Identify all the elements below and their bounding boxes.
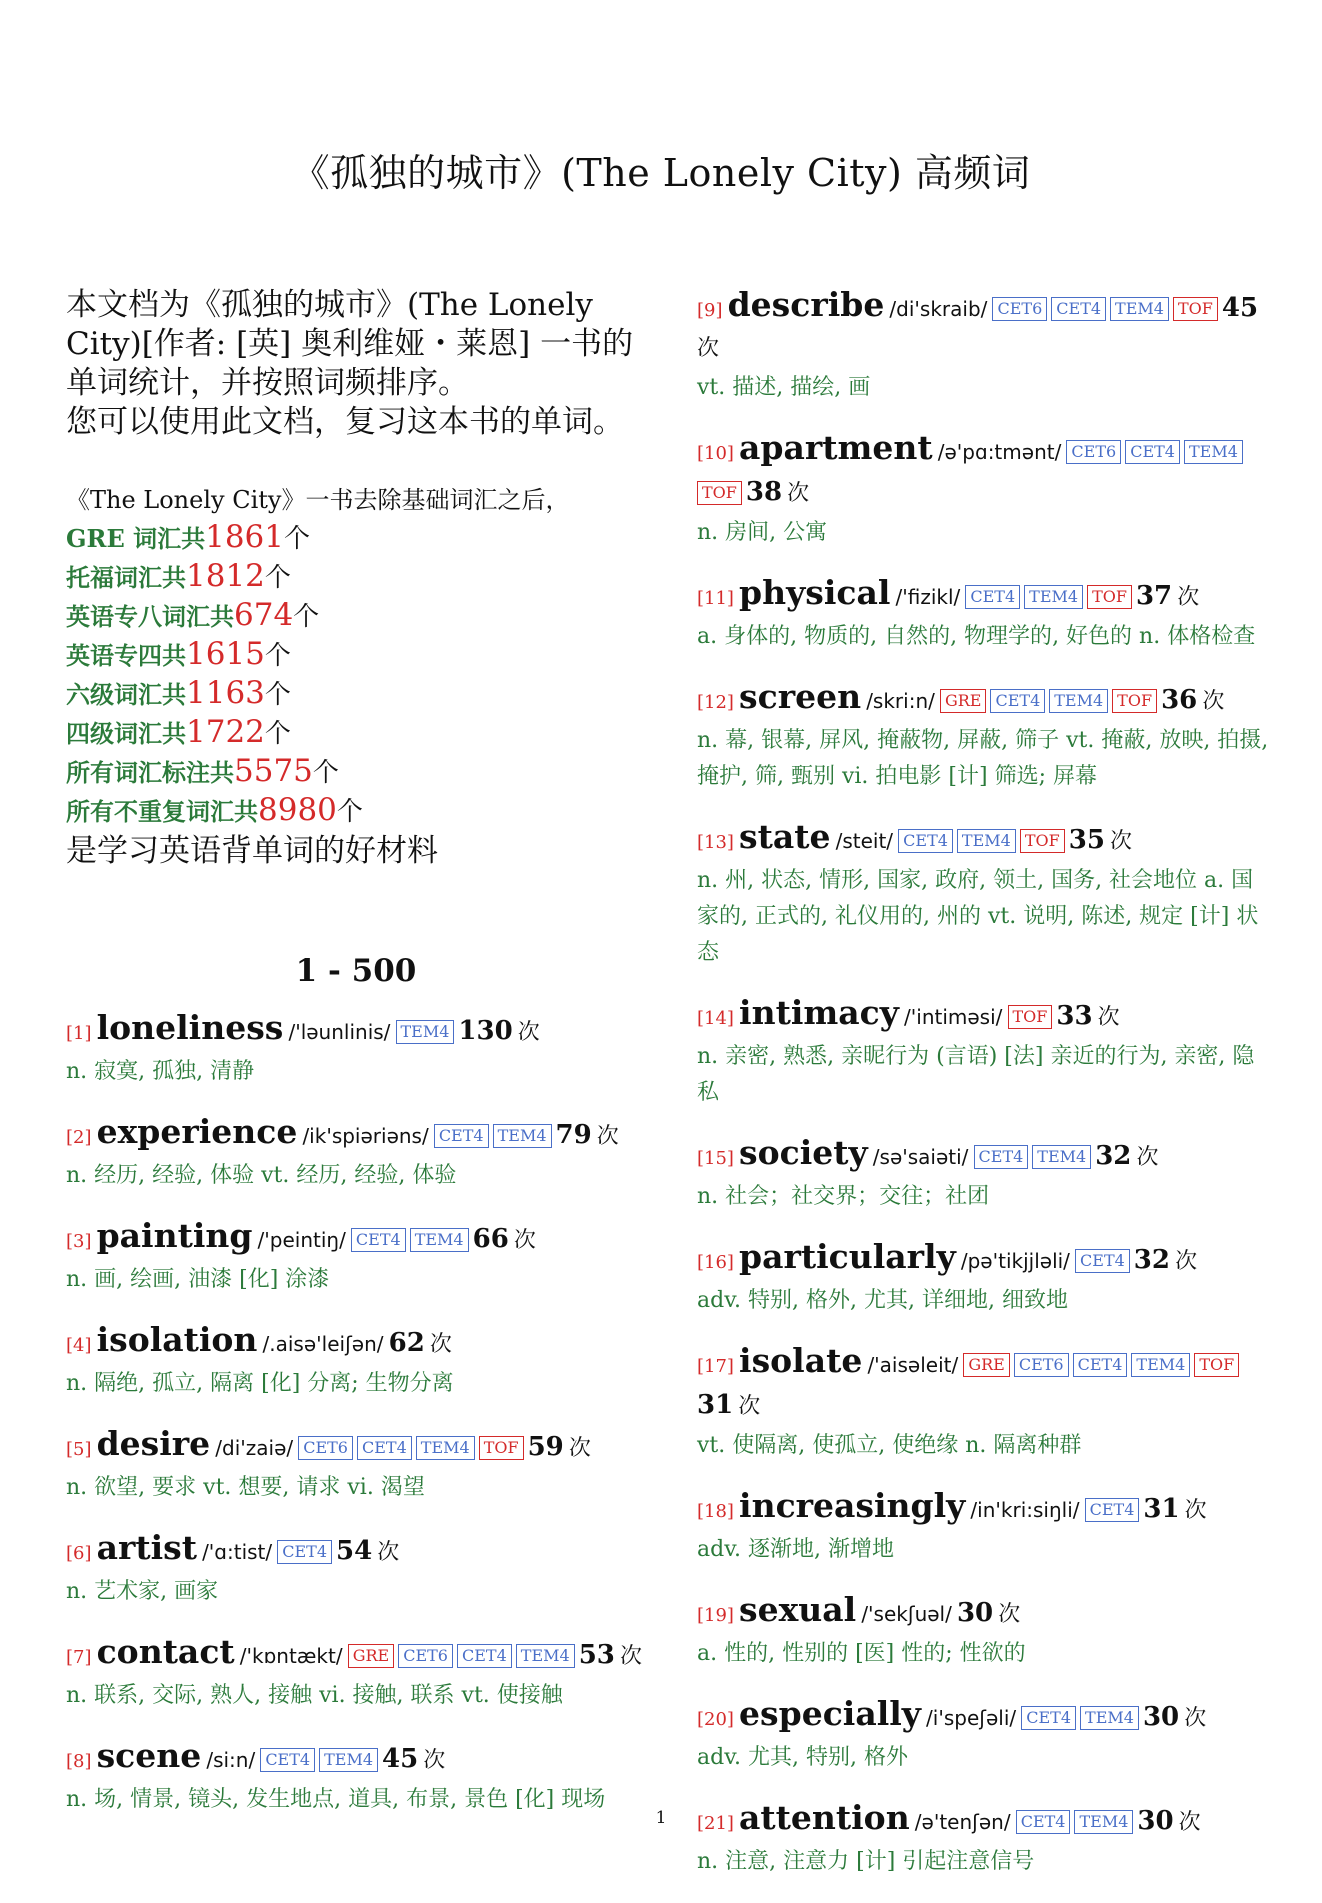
frequency-count: 32 — [1133, 1245, 1170, 1275]
word-entry-head — [697, 994, 1272, 1038]
stats-tagline: 是学习英语背单词的好材料 — [66, 833, 438, 869]
exam-tag-badge: TEM4 — [493, 1124, 552, 1148]
headword: isolation — [96, 1320, 258, 1359]
word-entry — [66, 1113, 646, 1194]
stat-label: GRE 词汇共 — [66, 524, 206, 553]
count-suffix: 次 — [429, 1332, 452, 1357]
frequency-count: 36 — [1161, 685, 1198, 715]
definition: n. 社会；社交界；交往；社团 — [697, 1184, 990, 1209]
word-entry-head — [697, 678, 1272, 722]
count-suffix: 次 — [377, 1540, 400, 1565]
exam-tag-badge: CET4 — [260, 1748, 315, 1772]
word-list-right — [697, 286, 1272, 1880]
headword: painting — [96, 1216, 253, 1255]
phonetic: /i'speʃəli/ — [926, 1706, 1017, 1730]
exam-tag-badge: TEM4 — [410, 1228, 469, 1252]
stat-label: 英语专四共 — [66, 641, 186, 670]
word-entry — [697, 818, 1272, 971]
exam-tag-badge: TEM4 — [416, 1436, 475, 1460]
phonetic: /sə'saiəti/ — [872, 1145, 969, 1169]
exam-tag-badge: GRE — [940, 689, 987, 713]
intro-paragraph — [66, 286, 646, 442]
headword: experience — [96, 1112, 298, 1151]
frequency-count: 79 — [555, 1120, 592, 1150]
definition: n. 艺术家, 画家 — [66, 1579, 219, 1604]
entry-index: [19] — [697, 1605, 734, 1626]
count-suffix: 次 — [1202, 689, 1225, 714]
word-entry-head — [697, 429, 1272, 514]
count-suffix: 次 — [697, 336, 720, 361]
stats-list — [66, 519, 646, 831]
entry-index: [16] — [697, 1252, 734, 1273]
stat-unit: 个 — [312, 758, 339, 788]
headword: contact — [96, 1632, 235, 1671]
count-suffix: 次 — [1110, 829, 1133, 854]
stat-label: 英语专八词汇共 — [66, 602, 234, 631]
phonetic: /skri:n/ — [866, 689, 935, 713]
exam-tag-badge: TOF — [1087, 585, 1132, 609]
phonetic: /di'skraib/ — [889, 297, 988, 321]
count-suffix: 次 — [619, 1644, 642, 1669]
word-entry — [697, 1695, 1272, 1776]
word-entry-head — [697, 1134, 1272, 1178]
stat-value: 1615 — [186, 636, 265, 672]
stat-value: 1722 — [186, 714, 265, 750]
count-suffix: 次 — [998, 1602, 1021, 1627]
word-entry — [697, 1134, 1272, 1215]
exam-tag-badge: CET6 — [298, 1436, 353, 1460]
phonetic: /ə'tenʃən/ — [914, 1810, 1011, 1834]
count-suffix: 次 — [1184, 1498, 1207, 1523]
stat-row — [66, 753, 646, 792]
phonetic: /'peintiŋ/ — [257, 1228, 346, 1252]
word-entry-head — [66, 1425, 646, 1469]
exam-tag-badge: TEM4 — [1049, 689, 1108, 713]
frequency-count: 31 — [697, 1390, 734, 1420]
word-entry — [697, 994, 1272, 1111]
page-number: 1 — [655, 1808, 667, 1828]
headword: isolate — [739, 1341, 863, 1380]
exam-tag-badge: CET4 — [1016, 1810, 1071, 1834]
phonetic: /.aisə'leiʃən/ — [262, 1332, 384, 1356]
frequency-count: 37 — [1135, 581, 1173, 611]
exam-tag-badge: TEM4 — [1131, 1353, 1190, 1377]
exam-tag-badge: CET4 — [1125, 440, 1180, 464]
definition: vt. 描述, 描绘, 画 — [697, 375, 871, 400]
section-heading: 1 - 500 — [295, 953, 417, 989]
word-entry-head — [66, 1633, 646, 1677]
phonetic: /si:n/ — [206, 1748, 256, 1772]
headword: scene — [96, 1736, 202, 1775]
frequency-count: 59 — [527, 1432, 564, 1462]
word-entry-head — [697, 1487, 1272, 1531]
stat-unit: 个 — [264, 719, 291, 749]
exam-tag-badge: CET4 — [1075, 1249, 1130, 1273]
definition: n. 场, 情景, 镜头, 发生地点, 道具, 布景, 景色 [化] 现场 — [66, 1787, 606, 1812]
exam-tag-badge: CET4 — [351, 1228, 406, 1252]
phonetic: /di'zaiə/ — [215, 1436, 294, 1460]
frequency-count: 30 — [956, 1598, 994, 1628]
word-entry — [697, 429, 1272, 551]
phonetic: /steit/ — [835, 829, 894, 853]
phonetic: /'sekʃuəl/ — [861, 1602, 952, 1626]
word-entry-head — [66, 1009, 646, 1053]
stat-row — [66, 597, 646, 636]
definition: a. 身体的, 物质的, 自然的, 物理学的, 好色的 n. 体格检查 — [697, 624, 1256, 649]
stat-unit: 个 — [284, 524, 311, 554]
stat-unit: 个 — [264, 563, 291, 593]
stat-value: 1163 — [186, 675, 265, 711]
word-entry — [697, 1238, 1272, 1319]
intro-line-2: 您可以使用此文档，复习这本书的单词。 — [66, 404, 624, 440]
definition: a. 性的, 性别的 [医] 性的; 性欲的 — [697, 1641, 1026, 1666]
exam-tag-badge: TOF — [1112, 689, 1157, 713]
entry-index: [15] — [697, 1148, 734, 1169]
stats-lead: 《The Lonely City》一书去除基础词汇之后， — [66, 486, 570, 514]
stat-unit: 个 — [264, 641, 291, 671]
exam-tag-badge: CET4 — [974, 1145, 1029, 1169]
frequency-count: 38 — [745, 477, 783, 507]
left-column — [66, 286, 646, 1841]
definition: n. 隔绝, 孤立, 隔离 [化] 分离; 生物分离 — [66, 1371, 454, 1396]
stat-label: 六级词汇共 — [66, 680, 186, 709]
entry-index: [21] — [697, 1813, 734, 1834]
exam-tag-badge: CET4 — [1021, 1706, 1076, 1730]
exam-tag-badge: CET4 — [1073, 1353, 1128, 1377]
word-entry — [66, 1633, 646, 1714]
headword: screen — [739, 677, 862, 716]
definition: adv. 尤其, 特别, 格外 — [697, 1745, 908, 1770]
headword: artist — [96, 1528, 197, 1567]
headword: state — [739, 817, 831, 856]
exam-tag-badge: TOF — [1008, 1005, 1053, 1029]
right-column — [697, 286, 1272, 1903]
count-suffix: 次 — [596, 1124, 619, 1149]
frequency-count: 53 — [578, 1640, 615, 1670]
entry-index: [13] — [697, 832, 734, 853]
entry-index: [4] — [66, 1335, 92, 1356]
stat-row — [66, 636, 646, 675]
exam-tag-badge: CET4 — [898, 829, 953, 853]
phonetic: /ik'spiəriəns/ — [302, 1124, 429, 1148]
exam-tag-badge: TOF — [1173, 297, 1218, 321]
phonetic: /'kɒntækt/ — [239, 1644, 343, 1668]
word-entry-head — [66, 1529, 646, 1573]
headword: describe — [727, 285, 885, 324]
count-suffix: 次 — [517, 1020, 540, 1045]
exam-tag-badge: TEM4 — [1074, 1810, 1133, 1834]
stat-row — [66, 558, 646, 597]
word-entry-head — [66, 1321, 646, 1365]
word-list-left — [66, 1009, 646, 1818]
count-suffix: 次 — [787, 481, 810, 506]
entry-index: [12] — [697, 692, 734, 713]
word-entry — [66, 1737, 646, 1818]
word-entry — [697, 678, 1272, 795]
count-suffix: 次 — [1136, 1145, 1159, 1170]
definition: n. 亲密, 熟悉, 亲昵行为 (言语) [法] 亲近的行为, 亲密, 隐私 — [697, 1044, 1255, 1105]
exam-tag-badge: TOF — [1194, 1353, 1239, 1377]
count-suffix: 次 — [1097, 1005, 1120, 1030]
exam-tag-badge: CET4 — [1051, 297, 1106, 321]
exam-tag-badge: TEM4 — [1032, 1145, 1091, 1169]
entry-index: [10] — [697, 443, 734, 464]
word-entry-head — [66, 1217, 646, 1261]
definition: vt. 使隔离, 使孤立, 使绝缘 n. 隔离种群 — [697, 1433, 1082, 1458]
phonetic: /in'kri:siŋli/ — [970, 1498, 1080, 1522]
definition: n. 州, 状态, 情形, 国家, 政府, 领土, 国务, 社会地位 a. 国家的, 正式的, 礼仪用的, 州的 vt. 说明, 陈述, 规定 [计] 状态 — [697, 868, 1259, 965]
exam-tag-badge: CET4 — [990, 689, 1045, 713]
headword: sexual — [739, 1590, 857, 1629]
exam-tag-badge: CET4 — [357, 1436, 412, 1460]
stat-row — [66, 675, 646, 714]
headword: society — [739, 1133, 868, 1172]
word-entry — [66, 1009, 646, 1090]
phonetic: /'ləunlinis/ — [288, 1020, 391, 1044]
frequency-count: 62 — [388, 1328, 425, 1358]
definition: n. 联系, 交际, 熟人, 接触 vi. 接触, 联系 vt. 使接触 — [66, 1683, 563, 1708]
frequency-count: 32 — [1095, 1141, 1132, 1171]
word-entry — [697, 574, 1272, 655]
headword: attention — [739, 1798, 910, 1837]
word-entry — [697, 1487, 1272, 1568]
entry-index: [5] — [66, 1439, 92, 1460]
exam-tag-badge: TEM4 — [1080, 1706, 1139, 1730]
count-suffix: 次 — [1175, 1249, 1198, 1274]
phonetic: /'fizikl/ — [895, 585, 961, 609]
entry-index: [17] — [697, 1356, 734, 1377]
headword: intimacy — [739, 993, 899, 1032]
word-entry — [66, 1321, 646, 1402]
definition: adv. 逐渐地, 渐增地 — [697, 1537, 894, 1562]
frequency-count: 45 — [1221, 293, 1259, 323]
word-entry — [66, 1217, 646, 1298]
exam-tag-badge: CET6 — [398, 1644, 453, 1668]
frequency-count: 33 — [1056, 1001, 1093, 1031]
word-entry — [697, 1342, 1272, 1464]
entry-index: [7] — [66, 1647, 92, 1668]
headword: increasingly — [739, 1486, 966, 1525]
frequency-count: 45 — [382, 1744, 419, 1774]
entry-index: [11] — [697, 588, 734, 609]
count-suffix: 次 — [1184, 1706, 1207, 1731]
word-entry-head — [697, 1695, 1272, 1739]
phonetic: /'ɑ:tist/ — [202, 1540, 273, 1564]
exam-tag-badge: GRE — [348, 1644, 395, 1668]
word-entry-head — [697, 1591, 1272, 1635]
phonetic: /'intiməsi/ — [904, 1005, 1003, 1029]
headword: especially — [739, 1694, 921, 1733]
exam-tag-badge: CET6 — [1066, 440, 1121, 464]
entry-index: [1] — [66, 1023, 92, 1044]
count-suffix: 次 — [423, 1748, 446, 1773]
entry-index: [18] — [697, 1501, 734, 1522]
definition: n. 寂寞, 孤独, 清静 — [66, 1059, 255, 1084]
word-entry-head — [697, 1342, 1272, 1427]
headword: desire — [96, 1424, 211, 1463]
stat-value: 8980 — [258, 792, 337, 828]
count-suffix: 次 — [513, 1228, 536, 1253]
headword: physical — [739, 573, 891, 612]
stat-unit: 个 — [293, 602, 320, 632]
headword: apartment — [739, 428, 933, 467]
phonetic: /'aisəleit/ — [867, 1353, 959, 1377]
vocab-stats — [66, 482, 646, 871]
stat-value: 1812 — [186, 558, 265, 594]
exam-tag-badge: CET6 — [992, 297, 1047, 321]
entry-index: [9] — [697, 300, 723, 321]
entry-index: [2] — [66, 1127, 92, 1148]
stat-label: 所有词汇标注共 — [66, 758, 234, 787]
frequency-count: 66 — [472, 1224, 509, 1254]
definition: n. 幕, 银幕, 屏风, 掩蔽物, 屏蔽, 筛子 vt. 掩蔽, 放映, 拍摄, 掩护, 筛, 甄别 vi. 拍电影 [计] 筛选; 屏幕 — [697, 728, 1269, 789]
exam-tag-badge: CET4 — [277, 1540, 332, 1564]
frequency-count: 30 — [1142, 1702, 1180, 1732]
exam-tag-badge: TEM4 — [1110, 297, 1169, 321]
count-suffix: 次 — [1177, 585, 1200, 610]
stat-value: 674 — [234, 597, 294, 633]
word-entry — [697, 1591, 1272, 1672]
headword: loneliness — [96, 1008, 284, 1047]
count-suffix: 次 — [568, 1436, 591, 1461]
phonetic: /pə'tikjjləli/ — [960, 1249, 1070, 1273]
stat-row — [66, 519, 646, 558]
word-entry — [66, 1529, 646, 1610]
phonetic: /ə'pɑ:tmənt/ — [937, 440, 1062, 464]
stat-row — [66, 714, 646, 753]
stat-label: 四级词汇共 — [66, 719, 186, 748]
stat-unit: 个 — [336, 797, 363, 827]
entry-index: [20] — [697, 1709, 734, 1730]
exam-tag-badge: CET4 — [434, 1124, 489, 1148]
definition: n. 注意, 注意力 [计] 引起注意信号 — [697, 1849, 1035, 1874]
frequency-count: 35 — [1068, 825, 1105, 855]
exam-tag-badge: TEM4 — [396, 1020, 455, 1044]
stat-unit: 个 — [264, 680, 291, 710]
headword: particularly — [739, 1237, 956, 1276]
frequency-count: 30 — [1137, 1806, 1174, 1836]
word-entry-head — [697, 286, 1272, 369]
entry-index: [3] — [66, 1231, 92, 1252]
stat-label: 所有不重复词汇共 — [66, 797, 258, 826]
exam-tag-badge: TOF — [697, 481, 742, 505]
definition: adv. 特别, 格外, 尤其, 详细地, 细致地 — [697, 1288, 1068, 1313]
exam-tag-badge: CET6 — [1014, 1353, 1069, 1377]
word-entry — [66, 1425, 646, 1506]
word-entry — [697, 286, 1272, 406]
stat-value: 5575 — [234, 753, 313, 789]
exam-tag-badge: CET4 — [965, 585, 1020, 609]
exam-tag-badge: TEM4 — [516, 1644, 575, 1668]
entry-index: [8] — [66, 1751, 92, 1772]
intro-line-1: 本文档为《孤独的城市》(The Lonely City)[作者: [英] 奥利维娅・莱恩] 一书的单词统计，并按照词频排序。 — [66, 287, 634, 401]
exam-tag-badge: GRE — [963, 1353, 1010, 1377]
word-entry-head — [697, 574, 1272, 618]
exam-tag-badge: TOF — [479, 1436, 524, 1460]
entry-index: [6] — [66, 1543, 92, 1564]
exam-tag-badge: TEM4 — [957, 829, 1016, 853]
count-suffix: 次 — [738, 1394, 761, 1419]
word-entry-head — [66, 1737, 646, 1781]
word-entry-head — [697, 818, 1272, 862]
definition: n. 经历, 经验, 体验 vt. 经历, 经验, 体验 — [66, 1163, 457, 1188]
frequency-count: 31 — [1143, 1494, 1180, 1524]
exam-tag-badge: TEM4 — [1024, 585, 1083, 609]
page-title: 《孤独的城市》(The Lonely City) 高频词 — [291, 151, 1031, 195]
definition: n. 欲望, 要求 vt. 想要, 请求 vi. 渴望 — [66, 1475, 425, 1500]
exam-tag-badge: CET4 — [1085, 1498, 1140, 1522]
entry-index: [14] — [697, 1008, 734, 1029]
exam-tag-badge: TOF — [1020, 829, 1065, 853]
stat-label: 托福词汇共 — [66, 563, 186, 592]
exam-tag-badge: TEM4 — [1184, 440, 1243, 464]
stat-row — [66, 792, 646, 831]
stat-value: 1861 — [205, 519, 284, 555]
frequency-count: 130 — [458, 1016, 513, 1046]
definition: n. 房间, 公寓 — [697, 520, 828, 545]
exam-tag-badge: TEM4 — [319, 1748, 378, 1772]
word-entry-head — [66, 1113, 646, 1157]
count-suffix: 次 — [1178, 1810, 1201, 1835]
word-entry-head — [697, 1238, 1272, 1282]
frequency-count: 54 — [336, 1536, 373, 1566]
exam-tag-badge: CET4 — [457, 1644, 512, 1668]
definition: n. 画, 绘画, 油漆 [化] 涂漆 — [66, 1267, 330, 1292]
